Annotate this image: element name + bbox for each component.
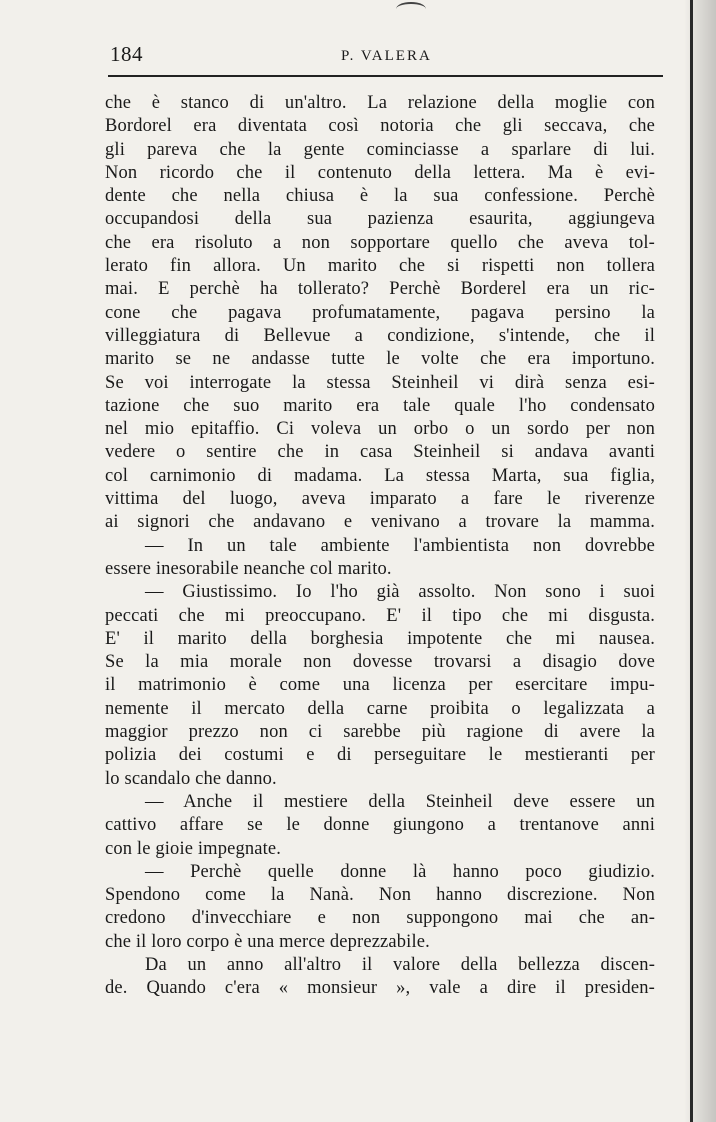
text-line: — Giustissimo. Io l'ho già assolto. Non sono i suoi xyxy=(145,582,655,603)
text-line: gli pareva che la gente cominciasse a sparlare di lui. xyxy=(105,139,655,160)
text-line: che era risoluto a non sopportare quello che aveva tol- xyxy=(105,232,655,253)
page-top-mark xyxy=(396,2,426,16)
text-line: Spendono come la Nanà. Non hanno discrezione. Non xyxy=(105,885,655,906)
text-line: mai. E perchè ha tollerato? Perchè Borderel era un ric- xyxy=(105,279,655,300)
text-line: con le gioie impegnate. xyxy=(105,838,282,859)
text-line: dente che nella chiusa è la sua confessione. Perchè xyxy=(105,186,655,207)
text-line: — Perchè quelle donne là hanno poco giudizio. xyxy=(145,861,655,882)
text-line: lo scandalo che danno. xyxy=(105,768,277,789)
text-line: ai signori che andavano e venivano a trovare la mamma. xyxy=(105,512,655,533)
text-line: cattivo affare se le donne giungono a trentanove anni xyxy=(105,815,655,836)
text-line: vedere o sentire che in casa Steinheil si andava avanti xyxy=(105,442,655,463)
text-line: lerato fin allora. Un marito che si rispetti non tollera xyxy=(105,256,655,277)
text-line: E' il marito della borghesia impotente che mi nausea. xyxy=(105,628,655,649)
text-line: tazione che suo marito era tale quale l'ho condensato xyxy=(105,395,655,416)
text-line: Se voi interrogate la stessa Steinheil vi dirà senza esi- xyxy=(105,372,655,393)
text-line: essere inesorabile neanche col marito. xyxy=(105,558,392,579)
text-line: cone che pagava profumatamente, pagava persino la xyxy=(105,302,655,323)
body-text xyxy=(105,92,655,1001)
binding-edge xyxy=(690,0,693,1122)
binding-shadow xyxy=(684,0,716,1122)
text-line: Non ricordo che il contenuto della lettera. Ma è evi- xyxy=(105,162,655,183)
text-line: — Anche il mestiere della Steinheil deve essere un xyxy=(145,791,655,812)
text-line: villeggiatura di Bellevue a condizione, s'intende, che il xyxy=(105,325,655,346)
text-line: peccati che mi preoccupano. E' il tipo che mi disgusta. xyxy=(105,605,655,626)
text-line: — In un tale ambiente l'ambientista non dovrebbe xyxy=(145,535,655,556)
text-line: polizia dei costumi e di perseguitare le mestieranti per xyxy=(105,745,655,766)
text-line: il matrimonio è come una licenza per esercitare impu- xyxy=(105,675,655,696)
text-line: maggior prezzo non ci sarebbe più ragione di avere la xyxy=(105,722,655,743)
page-number: 184 xyxy=(110,42,143,66)
text-line: Da un anno all'altro il valore della bellezza discen- xyxy=(145,954,655,975)
text-line: Se la mia morale non dovesse trovarsi a disagio dove xyxy=(105,652,655,673)
text-line: nemente il mercato della carne proibita o legalizzata a xyxy=(105,698,655,719)
text-line: col carnimonio di madama. La stessa Marta, sua figlia, xyxy=(105,465,655,486)
running-head: P. VALERA xyxy=(341,48,432,64)
text-line: de. Quando c'era « monsieur », vale a dire il presiden- xyxy=(105,978,655,999)
text-line: Bordorel era diventata così notoria che gli seccava, che xyxy=(105,116,655,137)
header-rule xyxy=(108,75,663,77)
text-line: nel mio epitaffio. Ci voleva un orbo o un sordo per non xyxy=(105,419,655,440)
text-line: occupandosi della sua pazienza esaurita, aggiungeva xyxy=(105,209,655,230)
text-line: marito se ne andasse tutte le volte che era importuno. xyxy=(105,349,655,370)
text-line: che è stanco di un'altro. La relazione della moglie con xyxy=(105,93,655,113)
text-line: credono d'invecchiare e non suppongono mai che an- xyxy=(105,908,655,929)
text-line: vittima del luogo, aveva imparato a fare le riverenze xyxy=(105,489,655,510)
text-line: che il loro corpo è una merce deprezzabile. xyxy=(105,931,430,952)
